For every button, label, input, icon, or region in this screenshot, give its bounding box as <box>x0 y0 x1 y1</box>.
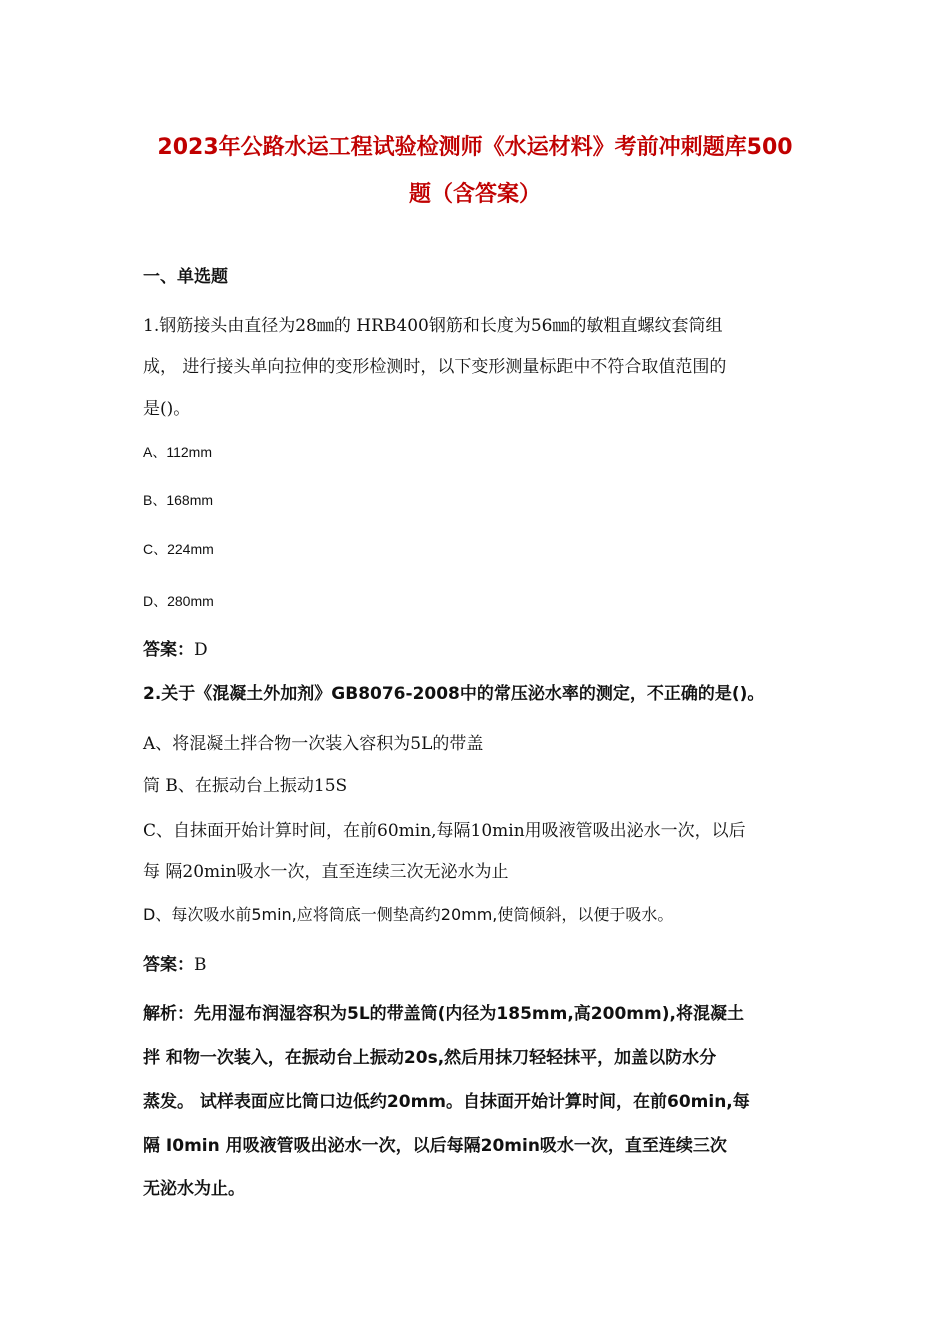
answer-value: B <box>194 955 207 975</box>
document-title-line-1: 2023年公路水运工程试验检测师《水运材料》考前冲刺题库500 <box>157 135 793 160</box>
question-1-line-3: 是()。 <box>143 399 191 419</box>
question-2-option-line-1: A、将混凝土拌合物一次装入容积为5L的带盖 <box>143 734 484 754</box>
question-1-option-c: C、224mm <box>143 541 214 557</box>
question-1-option-d: D、280mm <box>143 593 214 609</box>
question-2-analysis-line-3: 蒸发。 试样表面应比筒口边低约20mm。自抹面开始计算时间，在前60min,每 <box>143 1092 750 1112</box>
question-2-analysis-line-4: 隔 I0min 用吸液管吸出泌水一次，以后每隔20min吸水一次，直至连续三次 <box>143 1136 727 1156</box>
question-2-option-line-3: C、自抹面开始计算时间，在前60min,每隔10min用吸液管吸出泌水一次，以后 <box>143 821 746 841</box>
question-2-analysis-line-5: 无泌水为止。 <box>143 1179 245 1199</box>
section-heading: 一、单选题 <box>143 267 228 287</box>
question-2-option-line-2: 筒 B、在振动台上振动15S <box>143 776 348 796</box>
question-2-analysis-line-1: 解析：先用湿布润湿容积为5L的带盖筒(内径为185mm,高200mm),将混凝土 <box>143 1004 744 1024</box>
question-2-answer <box>143 950 207 975</box>
question-1-line-2: 成， 进行接头单向拉伸的变形检测时，以下变形测量标距中不符合取值范围的 <box>143 357 727 377</box>
question-1-answer <box>143 635 208 660</box>
question-2-stem: 2.关于《混凝土外加剂》GB8076-2008中的常压泌水率的测定，不正确的是()。 <box>143 684 765 704</box>
question-2-option-line-5: D、每次吸水前5min,应将筒底一侧垫高约20mm,使筒倾斜，以便于吸水。 <box>143 905 674 924</box>
question-2-analysis-line-2: 拌 和物一次装入，在振动台上振动20s,然后用抹刀轻轻抹平，加盖以防水分 <box>143 1048 717 1068</box>
answer-label: 答案： <box>143 955 194 975</box>
question-1-option-a: A、112mm <box>143 444 212 460</box>
answer-value: D <box>194 640 208 660</box>
question-2-option-line-4: 每 隔20min吸水一次，直至连续三次无泌水为止 <box>143 862 509 882</box>
question-1-option-b: B、168mm <box>143 492 214 508</box>
document-title-line-2: 题（含答案） <box>408 182 541 207</box>
answer-label: 答案： <box>143 640 194 660</box>
question-1-line-1: 1.钢筋接头由直径为28㎜的 HRB400钢筋和长度为56㎜的敏粗直螺纹套筒组 <box>143 316 723 336</box>
